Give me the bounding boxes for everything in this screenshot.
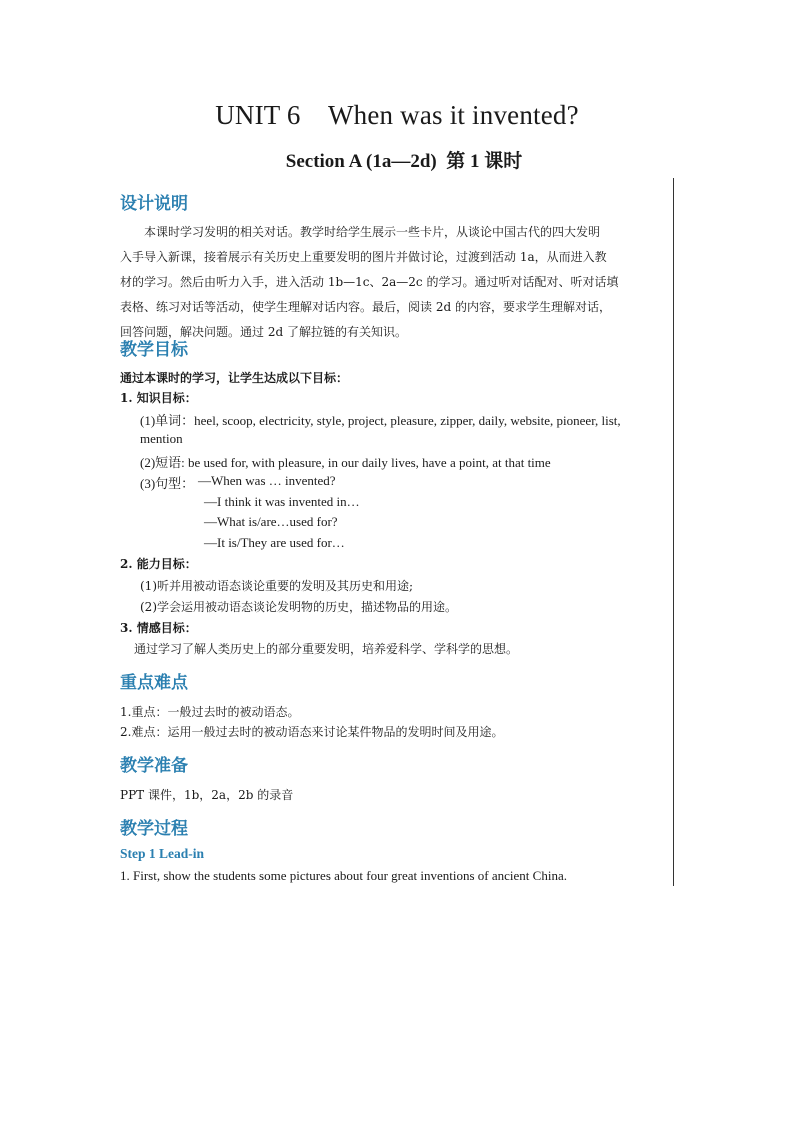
emotion-title: 3. 情感目标： [120,621,197,635]
step1-item: 1. First, show the students some pictures about four great inventions of ancient China. [120,868,567,883]
design-heading: 设计说明 [120,194,188,214]
ability-item: (1)听并用被动语态谈论重要的发明及其历史和用途; [140,579,414,593]
section-subtitle: Section A (1a—2d) 第 1 课时 [285,151,523,172]
page-title: UNIT 6 When was it invented? [215,100,579,130]
preparation-heading: 教学准备 [120,756,188,776]
process-heading: 教学过程 [120,819,188,839]
keypoint-item: 2.难点：运用一般过去时的被动语态来讨论某件物品的发明时间及用途。 [120,725,504,739]
ability-item: (2)学会运用被动语态谈论发明物的历史，描述物品的用途。 [140,600,458,614]
design-line: 入手导入新课，接着展示有关历史上重要发明的图片并做讨论，过渡到活动 1a，从而进入教 [120,250,607,264]
pattern-line: —What is/are…used for? [204,514,338,529]
preparation-text: PPT 课件，1b，2a，2b 的录音 [120,788,294,802]
objectives-intro: 通过本课时的学习，让学生达成以下目标： [120,371,349,385]
design-paragraph [120,220,672,345]
margin-rule [673,178,674,886]
design-line: 表格、练习对话等活动，使学生理解对话内容。最后，阅读 2d 的内容，要求学生理解对话， [120,300,611,314]
words-line-continued: mention [140,431,183,446]
design-line: 本课时学习发明的相关对话。教学时给学生展示一些卡片，从谈论中国古代的四大发明 [144,225,601,239]
emotion-text: 通过学习了解人类历史上的部分重要发明，培养爱科学、学科学的思想。 [134,642,519,656]
design-line: 材的学习。然后由听力入手，进入活动 1b—1c、2a—2c 的学习。通过听对话配对、听对话填 [120,275,619,289]
step1-title: Step 1 Lead-in [120,846,205,861]
keypoint-item: 1.重点：一般过去时的被动语态。 [120,705,300,719]
keypoints-heading: 重点难点 [120,673,188,693]
pattern-line: —It is/They are used for… [204,535,345,550]
objectives-heading: 教学目标 [120,340,188,360]
pattern-line: —When was … invented? [198,473,336,488]
knowledge-title: 1. 知识目标： [120,391,197,405]
patterns-label: (3)句型： [140,476,195,491]
words-line: (1)单词：heel, scoop, electricity, style, project, pleasure, zipper, daily, website, pioneer, list, [140,413,621,428]
pattern-line: —I think it was invented in… [204,494,360,509]
phrases-line: (2)短语: be used for, with pleasure, in our daily lives, have a point, at that time [140,455,551,470]
design-line: 回答问题，解决问题。通过 2d 了解拉链的有关知识。 [120,325,407,339]
ability-title: 2. 能力目标： [120,557,197,571]
